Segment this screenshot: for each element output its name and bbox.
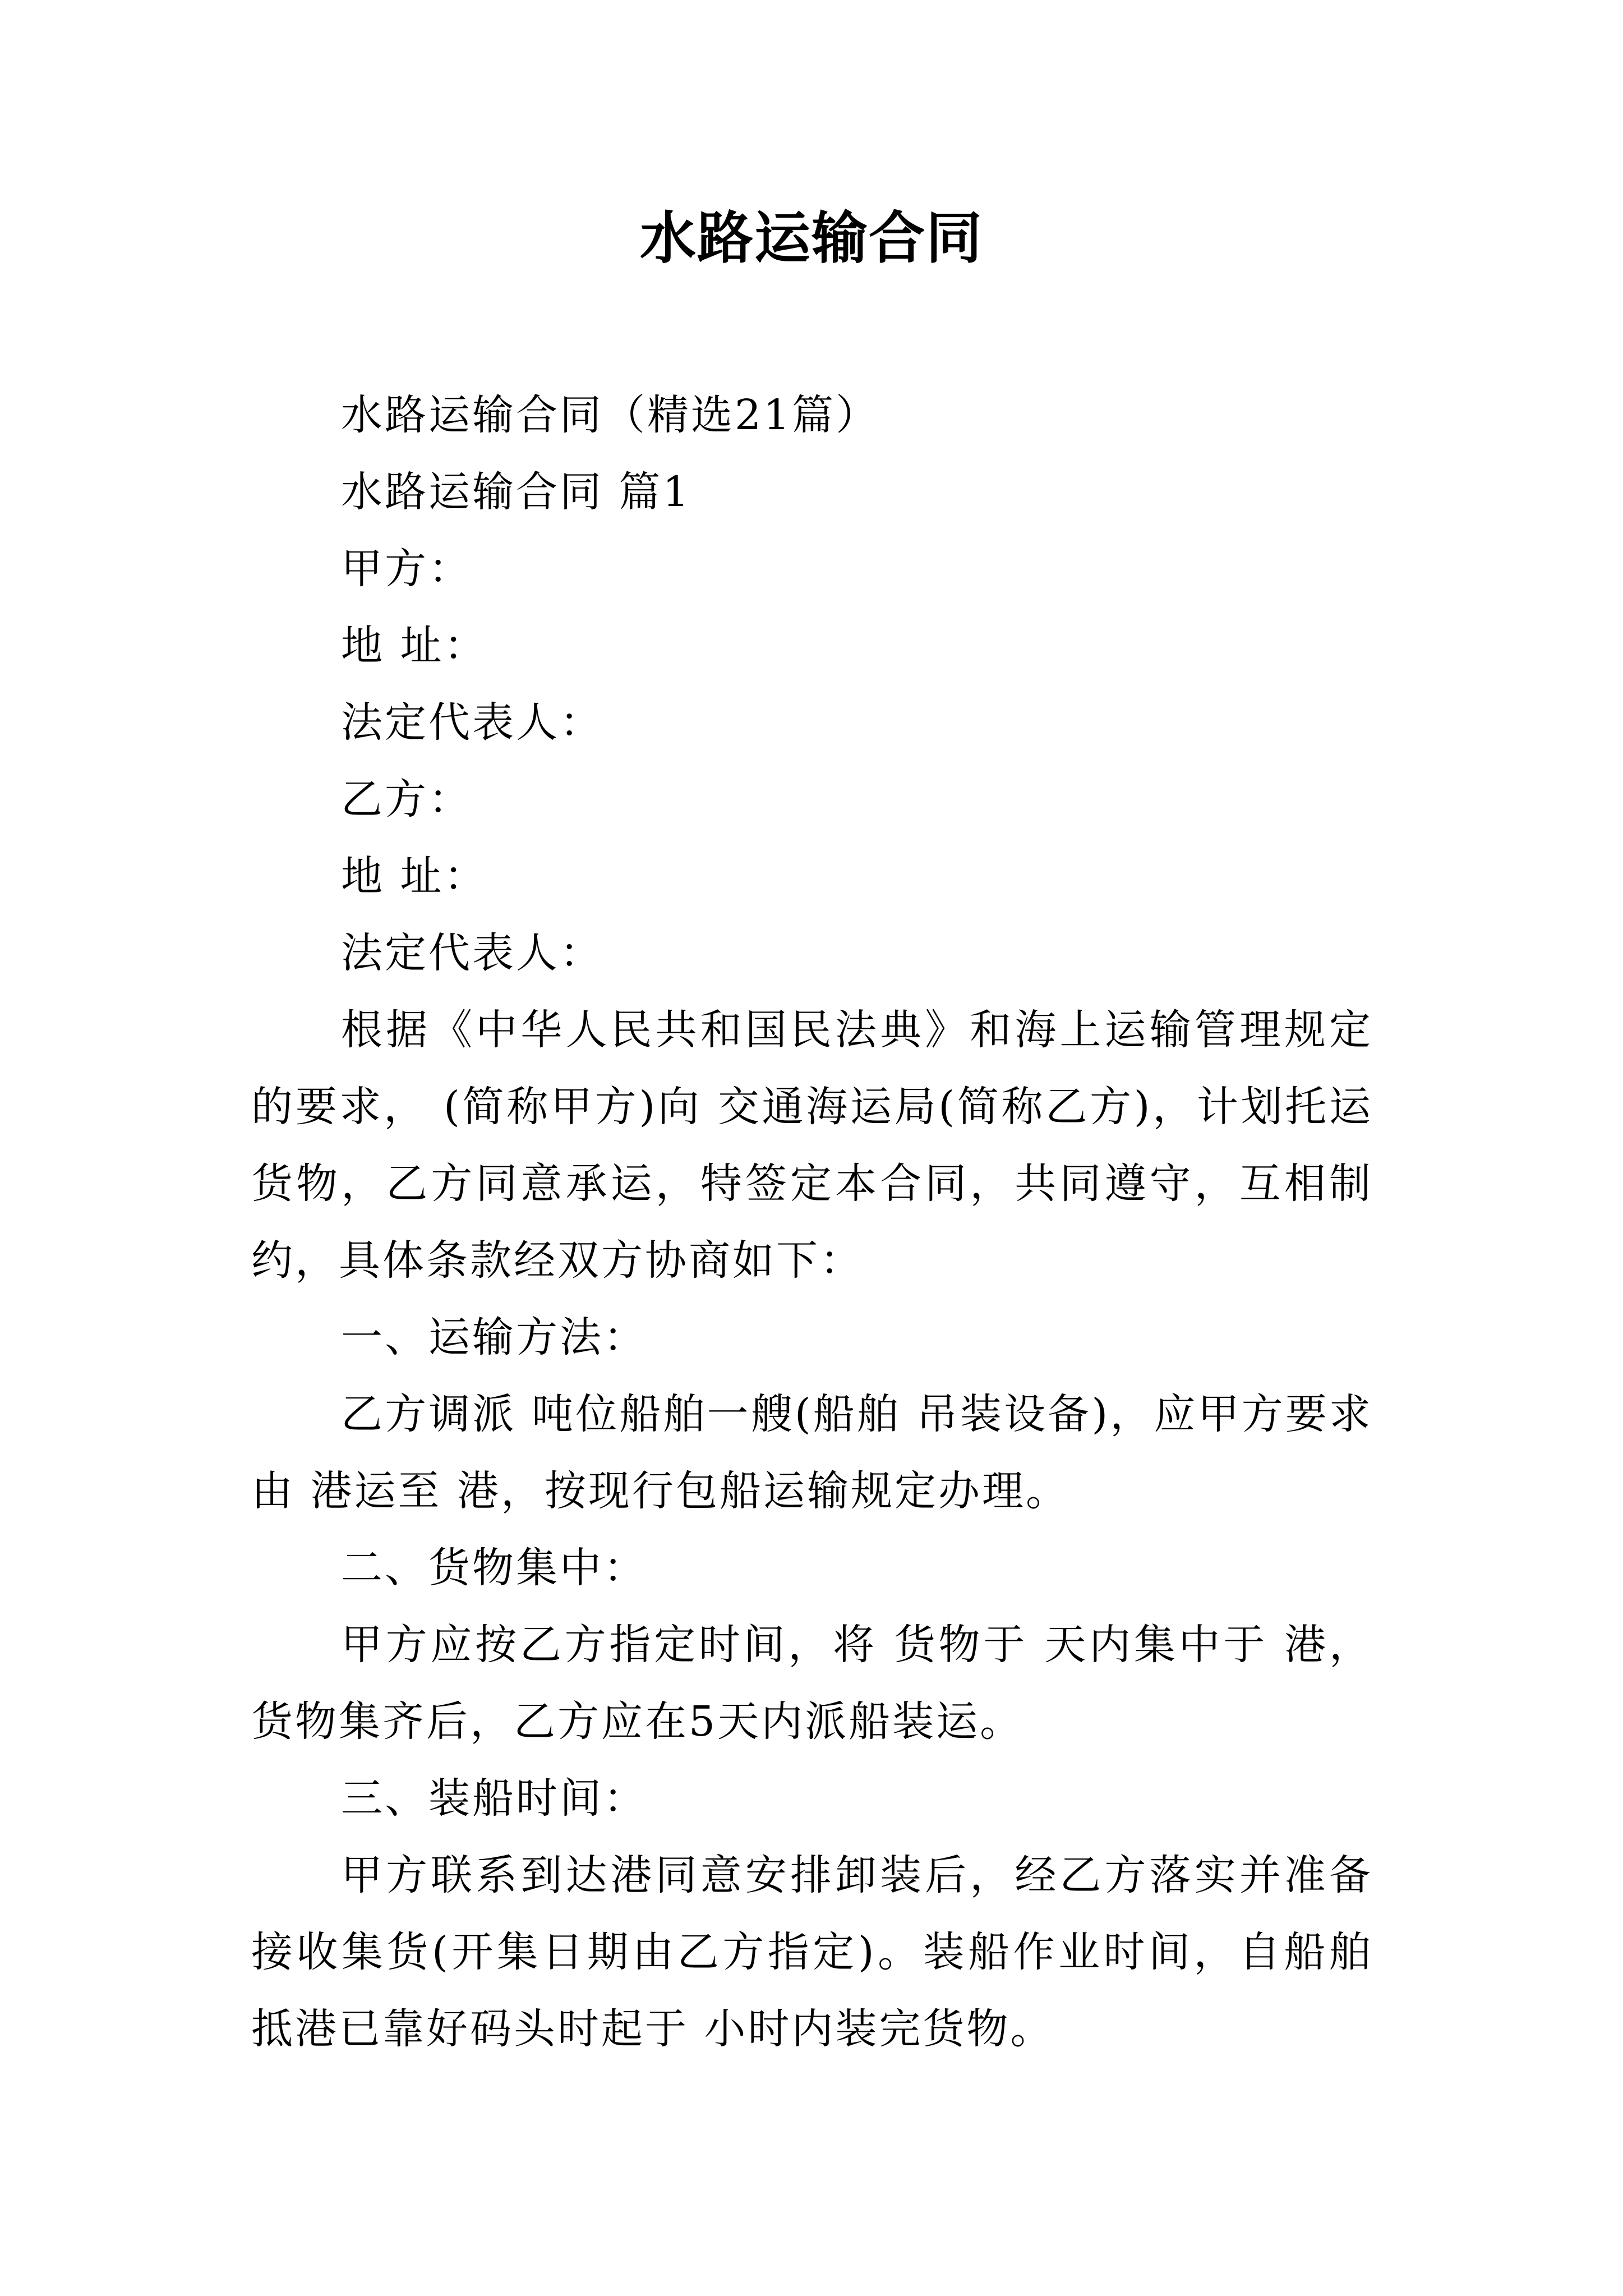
paragraph-clause-2-heading: 二、货物集中： (341, 1544, 647, 1592)
document-body (251, 377, 1373, 2068)
paragraph-subtitle: 水路运输合同（精选21篇） (341, 391, 880, 439)
paragraph-section-heading: 水路运输合同 篇1 (341, 468, 691, 516)
paragraph-clause-3-body: 甲方联系到达港同意安排卸装后，经乙方落实并准备接收集货(开集日期由乙方指定)。装船作业时间，自船舶抵港已靠好码头时起于 小时内装完货物。 (251, 1851, 1373, 2053)
paragraph-party-b: 乙方： (341, 775, 472, 823)
paragraph-clause-1-body: 乙方调派 吨位船舶一艘(船舶 吊装设备)，应甲方要求由 港运至 港，按现行包船运输规定办理。 (251, 1390, 1373, 1515)
paragraph-party-a-address: 地 址： (341, 622, 488, 670)
paragraph-clause-1-heading: 一、运输方法： (341, 1313, 647, 1361)
document-title: 水路运输合同 (640, 205, 983, 271)
paragraph-preamble: 根据《中华人民共和国民法典》和海上运输管理规定的要求， (简称甲方)向 交通海运局(简称乙方)，计划托运货物，乙方同意承运，特签定本合同，共同遵守，互相制约，具体条款经双方协商如下： (251, 1006, 1373, 1285)
paragraph-party-a-representative: 法定代表人： (341, 698, 603, 747)
paragraph-clause-2-body: 甲方应按乙方指定时间，将 货物于 天内集中于 港，货物集齐后，乙方应在5天内派船装运。 (251, 1621, 1373, 1746)
paragraph-party-b-representative: 法定代表人： (341, 929, 603, 977)
paragraph-clause-3-heading: 三、装船时间： (341, 1774, 647, 1823)
paragraph-party-a: 甲方： (341, 545, 472, 593)
paragraph-party-b-address: 地 址： (341, 852, 488, 900)
